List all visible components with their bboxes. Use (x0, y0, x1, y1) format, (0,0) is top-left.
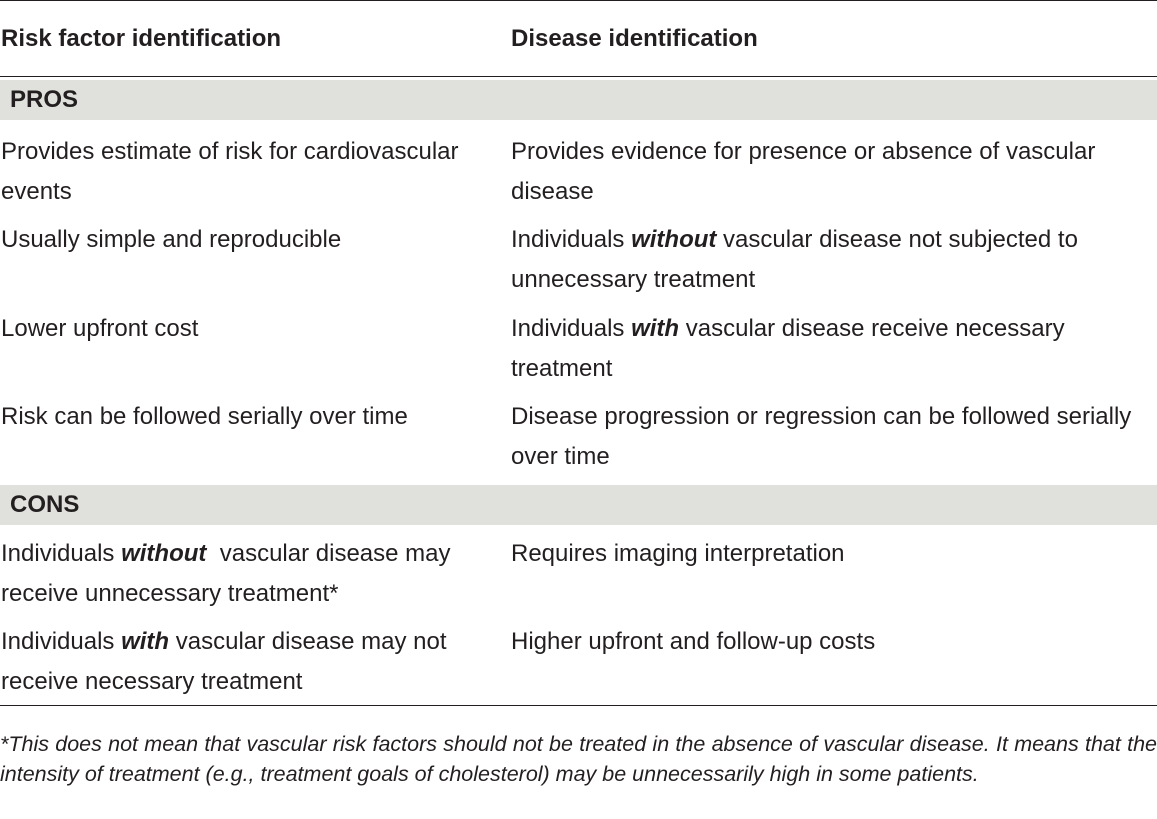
pros-row4-col2-line2: over time (511, 443, 610, 470)
cons-row2-col1-line2: receive necessary treatment (1, 668, 303, 695)
table-row (1, 397, 491, 437)
cons-row2-col1-line1 (1, 622, 491, 662)
pros-row4-col2-line1: Disease progression or regression can be followed serially (511, 403, 1132, 430)
pros-row2-col2-emphasis: without (631, 226, 717, 253)
table-top-rule (0, 0, 1157, 1)
pros-row2-col1-line1: Usually simple and reproducible (1, 226, 342, 253)
pros-row3-col2-pre: Individuals (511, 315, 632, 342)
table-row (1, 534, 491, 614)
pros-row2-col2-line2: unnecessary treatment (511, 266, 756, 293)
table-row (1, 220, 491, 260)
pros-row1-col1-line2: events (1, 178, 72, 205)
cons-section-label: CONS (10, 491, 80, 518)
table-cell (511, 397, 1157, 477)
pros-row3-col2-line1 (511, 309, 1157, 349)
pros-row1-col2-line1: Provides evidence for presence or absence of vascular (511, 138, 1096, 165)
cons-row1-col1-post: vascular disease may (206, 540, 451, 567)
table-cell (511, 622, 1157, 662)
cons-row2-col1-pre: Individuals (1, 628, 122, 655)
pros-row3-col2-line2: treatment (511, 355, 613, 382)
cons-row1-col1-line1 (1, 534, 491, 574)
pros-row3-col1-line1: Lower upfront cost (1, 315, 199, 342)
pros-row1-col1-line1: Provides estimate of risk for cardiovascular (1, 138, 459, 165)
table-cell (511, 534, 1157, 574)
pros-row2-col2-post: vascular disease not subjected to (716, 226, 1078, 253)
table-cell (511, 309, 1157, 389)
table-footnote: *This does not mean that vascular risk factors should not be treated in the absence of vascular disease. It means that the intensity of treatment (e.g., treatment goals of cholesterol) may be unnecessarily high in some patients. (0, 732, 1157, 786)
pros-section-label: PROS (10, 86, 79, 113)
cons-row2-col1-emphasis: with (121, 628, 170, 655)
cons-row2-col2-line1: Higher upfront and follow-up costs (511, 628, 876, 655)
pros-section-band (0, 80, 1157, 120)
pros-row4-col1-line1: Risk can be followed serially over time (1, 403, 408, 430)
table-row (1, 132, 491, 212)
cons-row1-col1-pre: Individuals (1, 540, 122, 567)
cons-row1-col1-line2: receive unnecessary treatment* (1, 580, 339, 607)
cons-row1-col2-line1: Requires imaging interpretation (511, 540, 845, 567)
cons-row2-col1-post: vascular disease may not (169, 628, 447, 655)
table-cell (511, 220, 1157, 300)
pros-row1-col2-line2: disease (511, 178, 594, 205)
table-row (1, 309, 491, 349)
pros-row2-col2-pre: Individuals (511, 226, 632, 253)
pros-row2-col2-line1 (511, 220, 1157, 260)
table-cell (511, 132, 1157, 212)
pros-row3-col2-post: vascular disease receive necessary (679, 315, 1065, 342)
header-risk-factor-identification: Risk factor identification (1, 25, 282, 52)
cons-section-band (0, 485, 1157, 525)
cons-row1-col1-emphasis: without (121, 540, 207, 567)
pros-row3-col2-emphasis: with (631, 315, 680, 342)
table-header-rule (0, 76, 1157, 77)
table-bottom-rule (0, 705, 1157, 706)
table-row (1, 622, 491, 702)
header-disease-identification: Disease identification (511, 25, 758, 52)
